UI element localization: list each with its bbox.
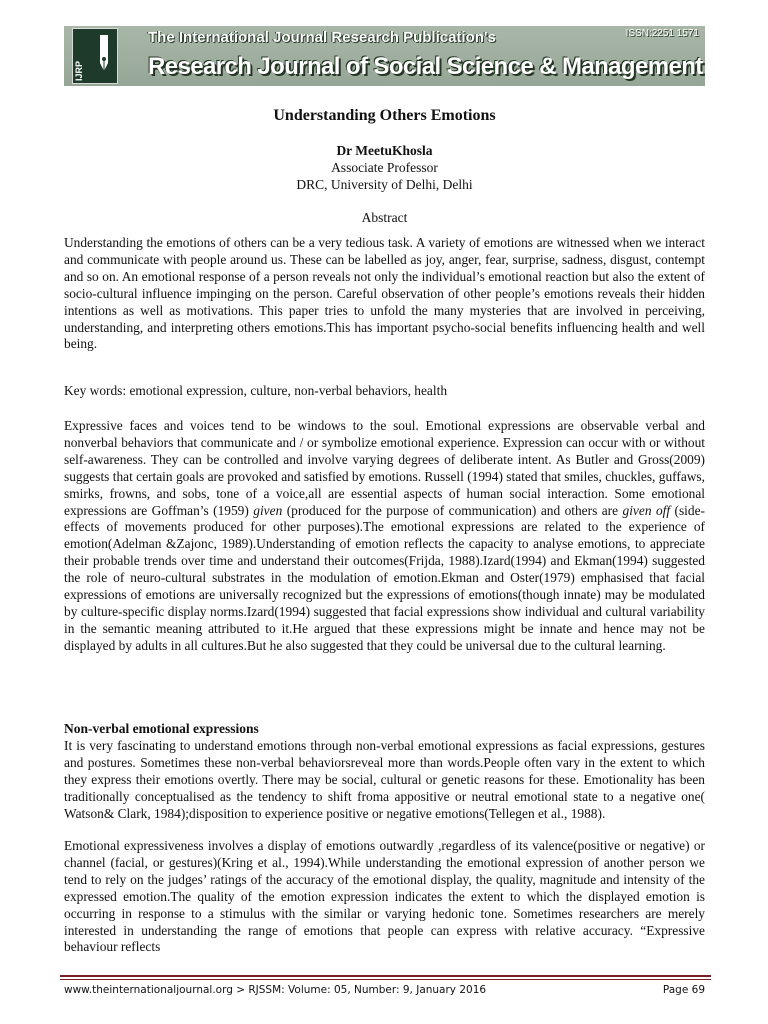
abstract-text: Understanding the emotions of others can be a very tedious task. A variety of emotions are witnessed when we interact and communicate with people around us. These can be labelled as joy, anger, fear, surprise, sadness, disgust, contempt and so on. An emotional response of a person reveals not only the individual’s emotional reaction but also the extent of socio-cultural influence impinging on the person. Careful observation of other people’s emotions reveals their hidden intentions as well as motivations. This paper tries to unfold the many mysteries that are involved in perceiving, understanding, and interpreting others emotions.This has important psycho-social benefits influencing health and well being. (64, 235, 705, 352)
author-institution: DRC, University of Delhi, Delhi (296, 177, 473, 192)
nonverbal-paragraph: It is very fascinating to understand emotions through non-verbal emotional expressions as facial expressions, gestures and postures. Sometimes these non-verbal behaviorsreveal more than words.People often vary in the extent to which they express their emotions overtly. There may be social, cultural or genetic reasons for these. Emotionality has been traditionally conceptualised as the tendency to shift froma appositive or neutral emotional state to a negative one( Watson& Clark, 1984);disposition to experience positive or negative emotions(Tellegen et al., 1988). (64, 738, 705, 821)
journal-banner (64, 26, 705, 86)
logo-text: IJRP (74, 60, 84, 81)
expressiveness-paragraph: Emotional expressiveness involves a display of emotions outwardly ,regardless of its valence(positive or negative) or channel (facial, or gestures)(Kring et al., 1994).While understanding the emotional expression of another person we tend to rely on the judges’ ratings of the accuracy of the emotional display, the quality, magnitude and intensity of the expressed emotion.The quality of the emotion expression indicates the extent to which the displayed emotion is occurring in response to a stimulus with the similar or varying hedonic tone. Sometimes researchers are merely interested in understanding the range of emotions that people can express with relative accuracy. “Expressive behaviour reflects (64, 838, 705, 955)
term-given-off: given off (622, 502, 671, 518)
journal-name: Research Journal of Social Science & Management (148, 53, 703, 80)
footer-divider-thin (60, 979, 711, 980)
section-heading: Non-verbal emotional expressions (64, 721, 259, 736)
issn-number: ISSN:2251 1571 (625, 28, 699, 39)
intro-text-part-2: (produced for the purpose of communication) and others are (282, 502, 623, 518)
intro-text-part-3: (side-effects of movements produced for other purposes).The emotional expressions are related to the experience of emotion(Adelman &Zajonc, 1989).Understanding of emotion reflects the capacity to analyse emotions, to appreciate their probable trends over time and understand their outcomes(Frijda, 1988).Izard(1994) and Ekman(1994) suggested the role of neuro-cultural substrates in the modulation of emotion.Ekman and Oster(1979) emphasised that facial expressions of emotions are universally recognized but the expressions of emotions(though innate) may be modulated by culture-specific display norms.Izard(1994) suggested that facial expressions show individual and cultural variability in the semantic meaning attributed to it.He argued that these expressions might be innate and hence may not be displayed by adults in all cultures.But he also suggested that they could be universal due to the cultural learning. (64, 502, 705, 653)
author-position: Associate Professor (331, 160, 438, 175)
journal-logo (72, 28, 118, 84)
intro-paragraph (64, 418, 705, 655)
intro-text-part-1: Expressive faces and voices tend to be windows to the soul. Emotional expressions are observable verbal and nonverbal behaviors that communicate and / or symbolize emotional experience. Expression can occur with or without self-awareness. They can be controlled and involve varying degrees of deliberate intent. As Butler and Gross(2009) suggests that certain goals are provoked and satisfied by emotions. Russell (1994) stated that smiles, chuckles, guffaws, smirks, frowns, and sobs, tone of a voice,all are essential aspects of human social interaction. Some emotional expressions are Goffman’s (1959) (64, 418, 705, 518)
publisher-name: The International Journal Research Publication's (148, 29, 496, 46)
footer-citation: www.theinternationaljournal.org > RJSSM: Volume: 05, Number: 9, January 2016 (64, 984, 487, 996)
term-given: given (253, 502, 283, 518)
author-name: Dr MeetuKhosla (336, 143, 433, 158)
footer-divider (60, 975, 711, 977)
page-number: Page 69 (662, 984, 705, 996)
keywords: Key words: emotional expression, culture, non-verbal behaviors, health (64, 383, 448, 398)
article-title: Understanding Others Emotions (273, 107, 496, 124)
abstract-heading: Abstract (361, 210, 408, 225)
